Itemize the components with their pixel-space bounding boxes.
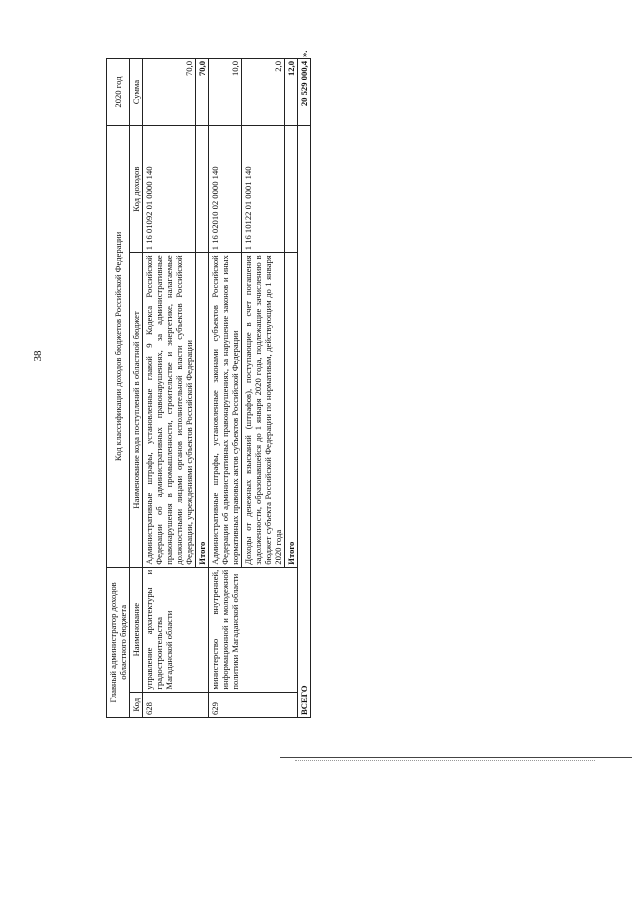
rotated-page-content <box>106 50 311 718</box>
header-revenue-name: Наименование кода поступлений в областной бюджет <box>130 253 143 567</box>
header-year: 2020 год <box>107 59 130 126</box>
revenue-description: Доходы от денежных взысканий (штрафов), поступающие в счет погашения задолженности, образовавшейся до 1 января 2020 года, подлежащие зачислению в бюджет субъекта Российской Федерации по нормативам, действующим до 1 января 2020 года <box>242 253 285 567</box>
closing-quote-mark: ». <box>299 50 309 57</box>
header-admin-group: Главный администратор доходов областного бюджета <box>107 567 130 717</box>
revenue-code: 1 16 01092 01 0000 140 <box>143 126 196 253</box>
header-name: Наименование <box>130 567 143 692</box>
revenue-sum: 70,0 <box>143 59 196 126</box>
total-label: Итого <box>196 253 209 567</box>
revenue-sum: 10,0 <box>209 59 242 126</box>
admin-code: 628 <box>143 692 209 717</box>
revenue-code: 1 16 02010 02 0000 140 <box>209 126 242 253</box>
header-row-2 <box>130 59 143 718</box>
total-sum: 70,0 <box>196 59 209 126</box>
revenue-classification-table <box>106 50 311 718</box>
grand-total-value: 20 529 000,4 <box>299 61 309 107</box>
header-sum: Сумма <box>130 59 143 126</box>
header-revenue-code: Код доходов <box>130 126 143 253</box>
total-sum: 12,0 <box>285 59 298 126</box>
header-classification-group: Код классификации доходов бюджетов Российской Федерации <box>107 126 130 568</box>
table-row <box>143 59 196 718</box>
total-code-empty <box>196 126 209 253</box>
revenue-code: 1 16 10122 01 0001 140 <box>242 126 285 253</box>
header-row-1 <box>107 59 130 718</box>
horizontal-rule <box>280 757 632 758</box>
total-label: Итого <box>285 253 298 567</box>
admin-name: министерство внутренней, информационной и молодежной политики Магаданской области <box>209 567 298 692</box>
revenue-sum: 2,0 <box>242 59 285 126</box>
total-code-empty <box>285 126 298 253</box>
header-code: Код <box>130 692 143 717</box>
dotted-rule <box>295 760 595 761</box>
grand-total-label: ВСЕГО <box>298 126 311 718</box>
revenue-description: Административные штрафы, установленные главой 9 Кодекса Российской Федерации об административных правонарушениях, за административные правонарушения в промышленности, строительстве и энергетике, налагаемые должностными лицами органов исполнительной власти субъектов Российской Федерации, учреждениями субъектов Российской Федерации <box>143 253 196 567</box>
grand-total-row <box>298 59 311 718</box>
admin-code: 629 <box>209 692 298 717</box>
revenue-description: Административные штрафы, установленные законами субъектов Российской Федерации об административных правонарушениях, за нарушение законов и иных нормативных правовых актов субъектов Российской Федерации <box>209 253 242 567</box>
table-row <box>209 59 242 718</box>
admin-name: управление архитектуры и градостроительства Магаданской области <box>143 567 209 692</box>
grand-total-cell <box>298 50 311 126</box>
page-number: 38 <box>32 350 44 362</box>
